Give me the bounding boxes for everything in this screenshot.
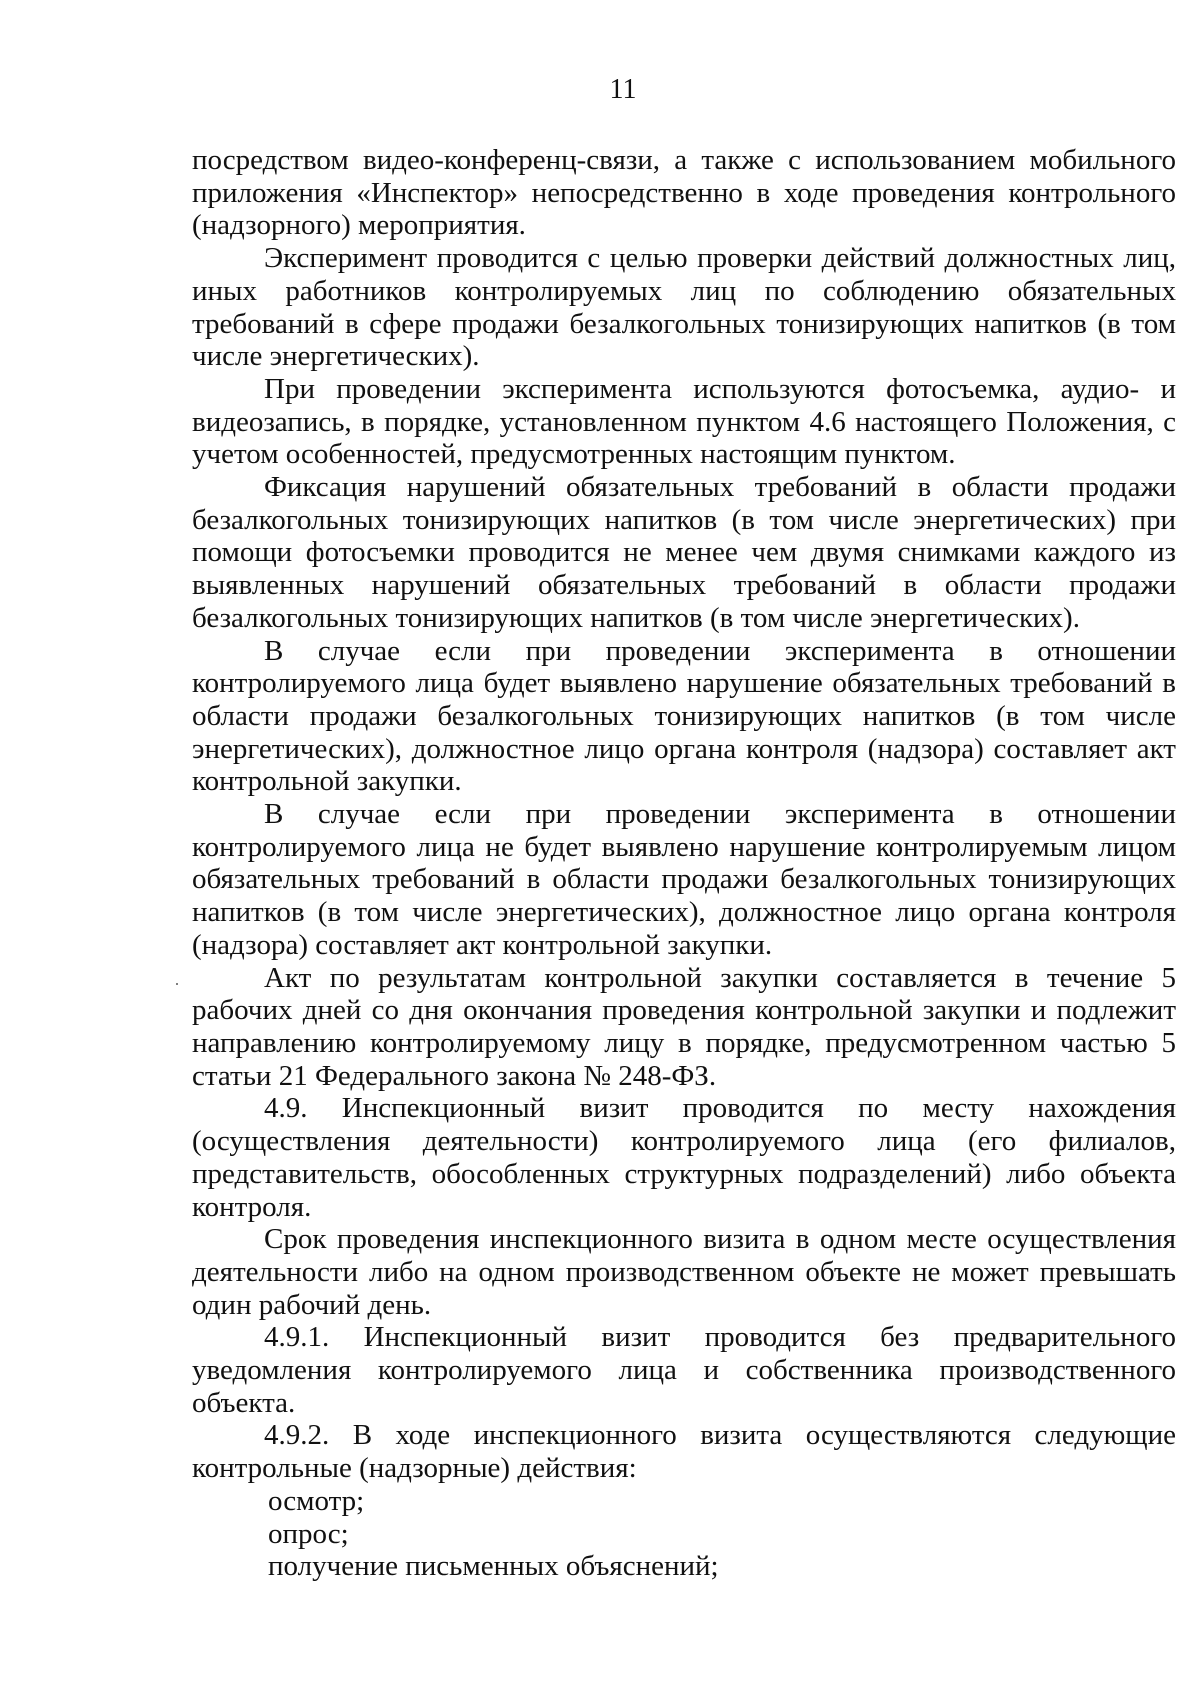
page-number: 11 xyxy=(609,74,637,105)
paragraph-experiment-purpose: Эксперимент проводится с целью проверки действий должностных лиц, иных работников контролируемых лиц по соблюдению обязательных требований в сфере продажи безалкогольных тонизирующих напитков (в том числе энергетических). xyxy=(192,242,1176,373)
scan-speck xyxy=(176,983,178,985)
paragraph-act-deadline: Акт по результатам контрольной закупки составляется в течение 5 рабочих дней со дня окончания проведения контрольной закупки и подлежит направлению контролируемому лицу в порядке, предусмотренном частью 5 статьи 21 Федерального закона № 248-ФЗ. xyxy=(192,961,1176,1092)
paragraph-experiment-recording: При проведении эксперимента используются фотосъемка, аудио- и видеозапись, в порядке, установленном пунктом 4.6 настоящего Положения, с учетом особенностей, предусмотренных настоящим пунктом. xyxy=(192,372,1176,471)
list-item: опрос; xyxy=(268,1517,349,1550)
document-body xyxy=(192,144,1176,1583)
paragraph-continuation: посредством видео-конференц-связи, а также с использованием мобильного приложения «Инспектор» непосредственно в ходе проведения контрольного (надзорного) мероприятия. xyxy=(192,144,1176,242)
list-item: получение письменных объяснений; xyxy=(268,1550,719,1583)
paragraph-section-4-9-1: 4.9.1. Инспекционный визит проводится без предварительного уведомления контролируемого лица и собственника производственного объекта. xyxy=(192,1321,1176,1419)
paragraph-violation-photo: Фиксация нарушений обязательных требований в области продажи безалкогольных тонизирующих напитков (в том числе энергетических) при помощи фотосъемки проводится не менее чем двумя снимками каждого из выявленных нарушений обязательных требований в области продажи безалкогольных тонизирующих напитков (в том числе энергетических). xyxy=(192,471,1176,634)
list-item: осмотр; xyxy=(268,1484,365,1517)
paragraph-visit-duration: Срок проведения инспекционного визита в одном месте осуществления деятельности либо на одном производственном объекте не может превышать один рабочий день. xyxy=(192,1223,1176,1321)
paragraph-violation-not-found: В случае если при проведении эксперимента в отношении контролируемого лица не будет выявлено нарушение контролируемым лицом обязательных требований в области продажи безалкогольных тонизирующих напитков (в том числе энергетических), должностное лицо органа контроля (надзора) составляет акт контрольной закупки. xyxy=(192,798,1176,961)
paragraph-section-4-9: 4.9. Инспекционный визит проводится по месту нахождения (осуществления деятельности) контролируемого лица (его филиалов, представительств, обособленных структурных подразделений) либо объекта контроля. xyxy=(192,1092,1176,1223)
paragraph-section-4-9-2: 4.9.2. В ходе инспекционного визита осуществляются следующие контрольные (надзорные) действия: xyxy=(192,1419,1176,1485)
paragraph-violation-found: В случае если при проведении эксперимента в отношении контролируемого лица будет выявлено нарушение обязательных требований в области продажи безалкогольных тонизирующих напитков (в том числе энергетических), должностное лицо органа контроля (надзора) составляет акт контрольной закупки. xyxy=(192,634,1176,798)
